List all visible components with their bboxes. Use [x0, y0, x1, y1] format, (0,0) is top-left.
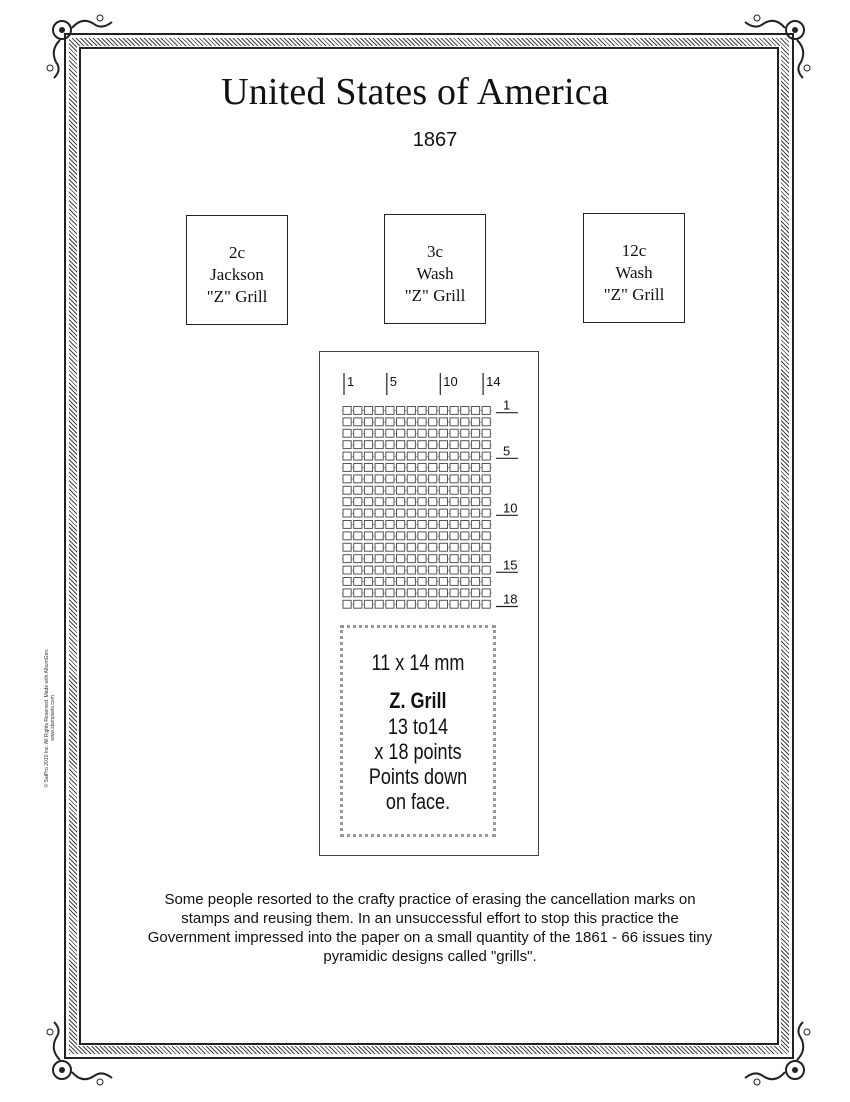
grill-point — [375, 441, 383, 449]
grill-point — [482, 407, 490, 415]
grill-point — [461, 498, 469, 506]
grill-point — [439, 521, 447, 529]
grill-point — [482, 509, 490, 517]
page-year: 1867 — [412, 129, 458, 151]
grill-point — [482, 589, 490, 597]
grill-point — [354, 452, 362, 460]
grill-point — [407, 464, 415, 472]
copyright-note: © SatPro 2010 Inc. All Rights Reserved. Made with AlbumGen. www.stampsets.com — [44, 648, 56, 788]
grill-point — [375, 486, 383, 494]
grill-point — [471, 486, 479, 494]
stamp-box-2c-jackson[interactable] — [186, 215, 288, 325]
grill-point — [375, 566, 383, 574]
grill-point — [429, 543, 437, 551]
grill-point — [407, 407, 415, 415]
grill-point — [343, 555, 351, 563]
grill-point — [407, 578, 415, 586]
grill-point — [343, 464, 351, 472]
grill-point — [450, 521, 458, 529]
grill-point — [343, 498, 351, 506]
grill-point — [439, 452, 447, 460]
grill-point — [397, 589, 405, 597]
grill-point — [343, 418, 351, 426]
grill-point — [386, 486, 394, 494]
grill-point — [482, 498, 490, 506]
grill-point — [386, 407, 394, 415]
grill-point — [418, 441, 426, 449]
grill-point — [429, 464, 437, 472]
grill-point — [429, 521, 437, 529]
grill-point — [364, 532, 372, 540]
grill-info-box — [340, 625, 496, 837]
grill-point — [375, 532, 383, 540]
grill-point — [461, 578, 469, 586]
grill-point — [461, 407, 469, 415]
grill-point — [397, 407, 405, 415]
grill-point — [471, 566, 479, 574]
grill-point — [364, 578, 372, 586]
grill-point — [343, 509, 351, 517]
grill-point — [418, 418, 426, 426]
grill-point — [461, 532, 469, 540]
grill-point — [375, 589, 383, 597]
grill-point — [439, 475, 447, 483]
grill-point — [461, 566, 469, 574]
grill-point — [354, 429, 362, 437]
grill-point — [482, 418, 490, 426]
grill-point — [429, 407, 437, 415]
column-label: 10 — [443, 374, 458, 389]
grill-point — [450, 452, 458, 460]
row-label: 15 — [503, 557, 518, 573]
grill-point — [482, 521, 490, 529]
grill-point — [461, 555, 469, 563]
grill-point — [375, 407, 383, 415]
grill-point — [375, 418, 383, 426]
grill-point — [386, 452, 394, 460]
grill-point — [343, 566, 351, 574]
grill-point — [354, 543, 362, 551]
grill-point — [407, 441, 415, 449]
grill-point — [364, 407, 372, 415]
grill-point — [439, 532, 447, 540]
grill-point — [407, 532, 415, 540]
grill-size: 11 x 14 mm — [371, 650, 465, 675]
grill-point — [364, 429, 372, 437]
grill-point — [482, 452, 490, 460]
grill-point — [343, 532, 351, 540]
grill-point — [343, 486, 351, 494]
grill-point — [354, 486, 362, 494]
grill-point — [429, 418, 437, 426]
grill-point — [439, 418, 447, 426]
grill-point — [343, 578, 351, 586]
grill-point — [397, 429, 405, 437]
grill-point — [364, 475, 372, 483]
grill-point — [429, 532, 437, 540]
grill-point — [375, 452, 383, 460]
grill-point — [439, 555, 447, 563]
grill-point — [482, 532, 490, 540]
grill-point — [471, 441, 479, 449]
grill-point — [450, 600, 458, 608]
grill-point — [418, 555, 426, 563]
grill-point — [418, 407, 426, 415]
grill-point — [354, 441, 362, 449]
grill-point — [407, 418, 415, 426]
column-label: 14 — [486, 374, 501, 389]
grill-point — [364, 600, 372, 608]
grill-point — [471, 418, 479, 426]
stamp-subject: Wash — [615, 263, 653, 282]
grill-point — [407, 543, 415, 551]
grill-point — [429, 498, 437, 506]
grill-point — [482, 555, 490, 563]
grill-point — [439, 600, 447, 608]
grill-point — [429, 600, 437, 608]
grill-point — [375, 600, 383, 608]
grill-point — [461, 464, 469, 472]
grill-point — [397, 498, 405, 506]
grill-point — [461, 418, 469, 426]
column-label: 5 — [389, 374, 398, 389]
corner-ornament-bottom-right — [735, 1020, 815, 1090]
grill-point — [450, 407, 458, 415]
grill-point — [471, 429, 479, 437]
grill-point — [461, 589, 469, 597]
grill-point — [407, 452, 415, 460]
grill-point — [354, 521, 362, 529]
grill-point — [418, 566, 426, 574]
grill-point — [375, 555, 383, 563]
grill-point — [471, 589, 479, 597]
grill-point — [407, 566, 415, 574]
grill-point — [397, 555, 405, 563]
grill-point — [418, 475, 426, 483]
grill-point — [450, 498, 458, 506]
page-title: United States of America — [221, 71, 609, 113]
grill-point — [397, 418, 405, 426]
grill-point — [450, 441, 458, 449]
grill-point — [364, 441, 372, 449]
grill-point — [450, 589, 458, 597]
grill-point — [397, 521, 405, 529]
grill-point — [397, 578, 405, 586]
grill-point — [429, 566, 437, 574]
grill-point — [418, 452, 426, 460]
stamp-denomination: 12c — [621, 241, 647, 260]
grill-point — [364, 464, 372, 472]
grill-diagram — [330, 365, 530, 620]
grill-point — [397, 566, 405, 574]
grill-point — [429, 452, 437, 460]
grill-point — [407, 509, 415, 517]
grill-point — [482, 486, 490, 494]
column-label: 1 — [347, 374, 355, 389]
grill-point — [407, 555, 415, 563]
grill-point — [461, 452, 469, 460]
grill-point — [386, 429, 394, 437]
grill-point — [407, 589, 415, 597]
grill-point — [343, 521, 351, 529]
grill-point — [418, 464, 426, 472]
grill-point — [450, 543, 458, 551]
grill-point — [343, 600, 351, 608]
grill-point — [364, 589, 372, 597]
grill-point — [471, 464, 479, 472]
grill-point — [397, 452, 405, 460]
grill-point — [386, 509, 394, 517]
grill-point — [364, 521, 372, 529]
grill-point — [386, 555, 394, 563]
grill-point — [375, 521, 383, 529]
grill-point — [471, 543, 479, 551]
grill-points-across: 13 to14 — [387, 714, 449, 739]
grill-point — [354, 498, 362, 506]
grill-point — [418, 509, 426, 517]
grill-point — [439, 407, 447, 415]
grill-point — [375, 475, 383, 483]
grill-point — [482, 566, 490, 574]
grill-point — [439, 509, 447, 517]
stamp-subject: Wash — [416, 264, 454, 283]
grill-point — [364, 452, 372, 460]
grill-point — [397, 600, 405, 608]
grill-point — [354, 509, 362, 517]
grill-point — [364, 566, 372, 574]
grill-point — [386, 589, 394, 597]
grill-point — [418, 543, 426, 551]
grill-point — [343, 441, 351, 449]
grill-point — [364, 498, 372, 506]
grill-point — [397, 464, 405, 472]
grill-point — [461, 600, 469, 608]
grill-point — [407, 475, 415, 483]
grill-point — [439, 566, 447, 574]
row-label: 5 — [503, 443, 511, 459]
grill-point — [471, 452, 479, 460]
corner-ornament-bottom-left — [42, 1020, 122, 1090]
grill-point — [439, 441, 447, 449]
stamp-box-12c-wash[interactable] — [583, 213, 685, 323]
grill-point — [386, 475, 394, 483]
grill-point — [397, 509, 405, 517]
grill-orientation: Points down — [368, 764, 468, 789]
grill-point — [471, 498, 479, 506]
grill-point — [450, 566, 458, 574]
grill-point — [418, 486, 426, 494]
grill-point — [439, 543, 447, 551]
grill-point — [354, 600, 362, 608]
grill-point — [397, 543, 405, 551]
grill-point — [354, 589, 362, 597]
grill-point — [429, 509, 437, 517]
grill-point — [471, 509, 479, 517]
grill-point — [397, 475, 405, 483]
grill-point — [364, 543, 372, 551]
stamp-subject: Jackson — [210, 265, 264, 284]
stamp-type: "Z" Grill — [404, 286, 466, 305]
stamp-denomination: 3c — [426, 242, 444, 261]
grill-point — [450, 532, 458, 540]
grill-point — [397, 486, 405, 494]
grill-point — [471, 475, 479, 483]
grill-point — [418, 600, 426, 608]
grill-point — [471, 555, 479, 563]
history-note: Some people resorted to the crafty practice of erasing the cancellation marks on stamps and reusing them. In an unsuccessful effort to stop this practice the Government impressed into the paper on a small quantity of the 1861 - 66 issues tiny pyramidic designs called "grills". — [147, 891, 713, 965]
grill-point — [343, 475, 351, 483]
grill-point — [354, 566, 362, 574]
grill-point — [375, 509, 383, 517]
grill-point — [461, 486, 469, 494]
grill-point — [386, 578, 394, 586]
grill-point — [364, 509, 372, 517]
grill-point — [482, 464, 490, 472]
grill-point — [450, 509, 458, 517]
grill-point — [450, 429, 458, 437]
grill-point — [364, 418, 372, 426]
grill-point — [482, 429, 490, 437]
grill-point — [364, 486, 372, 494]
stamp-type: "Z" Grill — [603, 285, 665, 304]
grill-point — [482, 543, 490, 551]
grill-point — [354, 555, 362, 563]
grill-point — [375, 464, 383, 472]
grill-point — [461, 441, 469, 449]
grill-point — [429, 555, 437, 563]
grill-point — [354, 407, 362, 415]
grill-point — [354, 578, 362, 586]
grill-point — [386, 464, 394, 472]
grill-point — [429, 475, 437, 483]
grill-point — [439, 429, 447, 437]
grill-points-down: x 18 points — [374, 739, 462, 764]
grill-point — [386, 600, 394, 608]
grill-point — [439, 486, 447, 494]
stamp-denomination: 2c — [228, 243, 246, 262]
grill-point — [439, 498, 447, 506]
grill-point — [429, 589, 437, 597]
grill-point — [375, 578, 383, 586]
grill-point — [471, 532, 479, 540]
grill-point — [407, 521, 415, 529]
grill-point — [386, 543, 394, 551]
grill-point — [375, 498, 383, 506]
grill-point — [461, 543, 469, 551]
grill-point — [439, 589, 447, 597]
grill-point — [482, 475, 490, 483]
grill-point — [482, 600, 490, 608]
grill-point — [450, 464, 458, 472]
grill-point — [418, 578, 426, 586]
grill-point — [407, 429, 415, 437]
grill-point — [354, 418, 362, 426]
grill-point — [429, 578, 437, 586]
row-label: 10 — [503, 500, 518, 516]
grill-point — [482, 441, 490, 449]
grill-point — [482, 578, 490, 586]
grill-point — [407, 486, 415, 494]
grill-point — [407, 498, 415, 506]
grill-point — [375, 429, 383, 437]
grill-orientation-detail: on face. — [385, 789, 451, 814]
grill-point — [439, 578, 447, 586]
grill-point — [471, 600, 479, 608]
grill-point — [354, 464, 362, 472]
grill-point — [354, 475, 362, 483]
grill-point — [429, 486, 437, 494]
grill-point — [386, 441, 394, 449]
grill-point — [450, 475, 458, 483]
grill-point — [354, 532, 362, 540]
grill-point — [386, 418, 394, 426]
grill-point — [450, 486, 458, 494]
grill-point — [343, 407, 351, 415]
row-label: 1 — [503, 397, 511, 413]
grill-point — [461, 475, 469, 483]
grill-point — [343, 429, 351, 437]
grill-point — [461, 521, 469, 529]
grill-point — [450, 555, 458, 563]
grill-point — [429, 441, 437, 449]
grill-point — [450, 578, 458, 586]
grill-point — [439, 464, 447, 472]
grill-point — [418, 498, 426, 506]
grill-point — [429, 429, 437, 437]
grill-point — [386, 532, 394, 540]
stamp-type: "Z" Grill — [206, 287, 268, 306]
grill-point — [461, 509, 469, 517]
grill-point — [343, 543, 351, 551]
grill-point — [418, 429, 426, 437]
grill-point — [397, 532, 405, 540]
grill-point — [450, 418, 458, 426]
grill-point — [343, 452, 351, 460]
grill-point — [386, 498, 394, 506]
grill-point — [461, 429, 469, 437]
grill-point — [471, 521, 479, 529]
grill-point — [397, 441, 405, 449]
row-label: 18 — [503, 591, 518, 607]
grill-point — [418, 521, 426, 529]
grill-point — [386, 566, 394, 574]
grill-point — [418, 532, 426, 540]
grill-name: Z. Grill — [389, 688, 447, 713]
grill-point — [471, 578, 479, 586]
grill-point — [343, 589, 351, 597]
grill-point — [375, 543, 383, 551]
grill-point — [471, 407, 479, 415]
grill-point — [418, 589, 426, 597]
grill-point — [407, 600, 415, 608]
stamp-box-3c-wash[interactable] — [384, 214, 486, 324]
grill-point — [386, 521, 394, 529]
grill-point — [364, 555, 372, 563]
